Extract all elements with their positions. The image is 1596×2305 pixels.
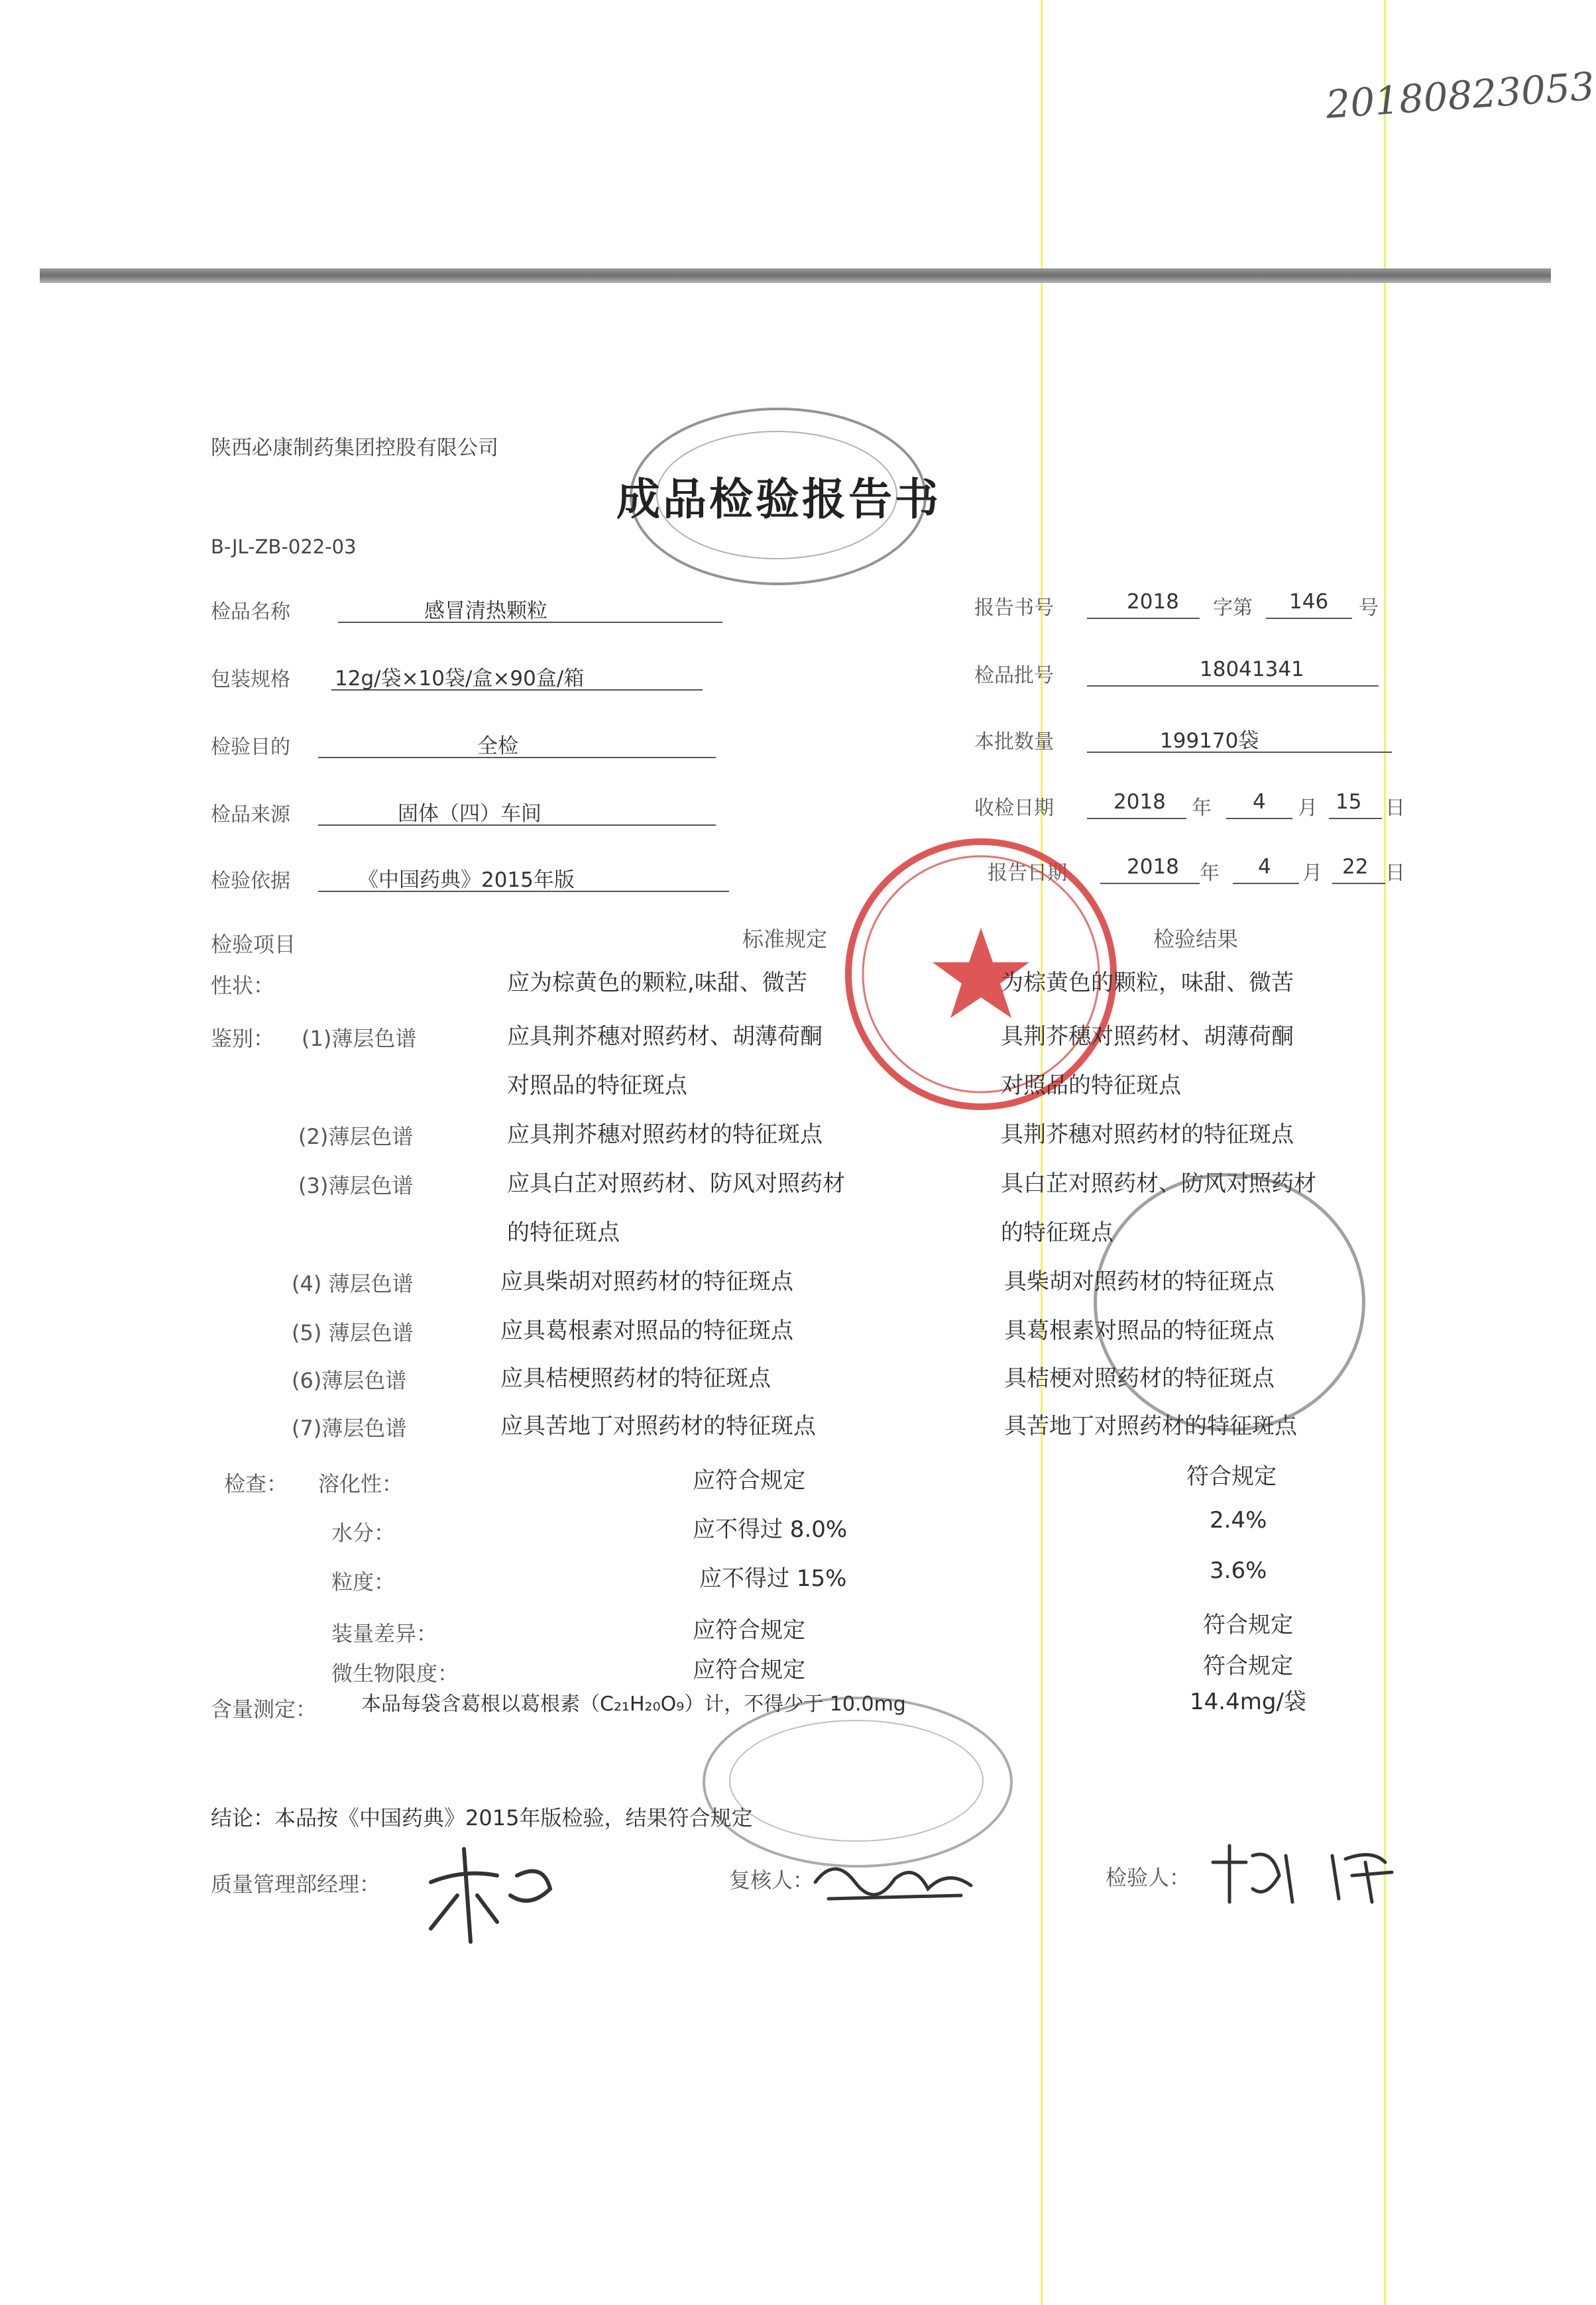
report-no-underline-a — [1087, 618, 1200, 619]
product-name: 感冒清热颗粒 — [424, 599, 547, 623]
tlc7-standard: 应具苦地丁对照药材的特征斑点 — [500, 1413, 816, 1439]
assay-result: 14.4mg/袋 — [1190, 1689, 1306, 1715]
received-date-label: 收检日期 — [974, 797, 1054, 820]
basis: 《中国药典》2015年版 — [358, 868, 575, 892]
report-no-year: 2018 — [1127, 590, 1179, 614]
column-header-result: 检验结果 — [1153, 927, 1239, 952]
header-rule — [40, 268, 1551, 283]
moisture-standard: 应不得过 8.0% — [693, 1516, 848, 1543]
received-year: 2018 — [1113, 790, 1166, 814]
tlc1-standard-line2: 对照品的特征斑点 — [507, 1072, 687, 1099]
received-year-underline — [1087, 818, 1186, 819]
tlc1-label: (1)薄层色谱 — [302, 1026, 417, 1051]
report-no-suffix: 号 — [1359, 596, 1379, 620]
quantity-label: 本批数量 — [974, 730, 1054, 754]
inspection-seal-bottom-inner — [729, 1720, 984, 1842]
solubility-label: 溶化性： — [318, 1471, 404, 1496]
microbial-limit-label: 微生物限度： — [331, 1661, 459, 1686]
received-month-unit: 月 — [1298, 797, 1318, 820]
assay-label: 含量测定： — [211, 1697, 317, 1722]
tlc7-label: (7)薄层色谱 — [292, 1416, 407, 1441]
report-day-unit: 日 — [1385, 862, 1405, 885]
source-label: 检品来源 — [211, 803, 290, 826]
purpose: 全检 — [477, 734, 518, 758]
tlc3-result-line2: 的特征斑点 — [1001, 1219, 1113, 1246]
assay-standard: 本品每袋含葛根以葛根素（C₂₁H₂₀O₉）计，不得少于 10.0mg — [361, 1693, 906, 1716]
tlc7-result: 具苦地丁对照药材的特征斑点 — [1004, 1413, 1297, 1439]
received-month-underline — [1226, 818, 1292, 819]
batch-number: 18041341 — [1200, 657, 1304, 681]
batch-label: 检品批号 — [974, 664, 1054, 687]
received-month: 4 — [1253, 790, 1266, 814]
appearance-label: 性状： — [211, 973, 275, 998]
report-year-unit: 年 — [1200, 862, 1220, 885]
column-header-item: 检验项目 — [211, 932, 296, 957]
scan-guide-line-left — [1041, 0, 1043, 2305]
tlc3-standard-line2: 的特征斑点 — [507, 1219, 620, 1246]
granularity-result: 3.6% — [1210, 1557, 1267, 1584]
conclusion: 结论：本品按《中国药典》2015年版检验，结果符合规定 — [211, 1805, 753, 1830]
report-day: 22 — [1342, 855, 1369, 879]
microbial-limit-standard: 应符合规定 — [693, 1657, 805, 1683]
report-year: 2018 — [1127, 855, 1179, 879]
tlc2-result: 具荆芥穗对照药材的特征斑点 — [1001, 1121, 1294, 1148]
tlc5-label: (5) 薄层色谱 — [292, 1320, 414, 1345]
identification-label: 鉴别： — [211, 1026, 275, 1051]
report-no-underline-b — [1266, 618, 1352, 619]
tlc6-standard: 应具桔梗照药材的特征斑点 — [500, 1365, 771, 1392]
product-name-label: 检品名称 — [211, 600, 290, 624]
microbial-limit-result: 符合规定 — [1203, 1653, 1293, 1679]
purpose-label: 检验目的 — [211, 736, 290, 759]
reviewer-signature — [809, 1842, 981, 1915]
fill-variation-standard: 应符合规定 — [693, 1617, 805, 1644]
scan-guide-line-right — [1384, 0, 1386, 2305]
handwritten-serial: 20180823053 — [1324, 63, 1596, 128]
fill-variation-result: 符合规定 — [1203, 1612, 1293, 1638]
tlc4-result: 具柴胡对照药材的特征斑点 — [1004, 1268, 1275, 1295]
tlc1-result-line1: 具荆芥穗对照药材、胡薄荷酮 — [1001, 1023, 1294, 1050]
qa-manager-signature — [418, 1836, 570, 1948]
package-label: 包装规格 — [211, 668, 290, 691]
tlc2-label: (2)薄层色谱 — [298, 1124, 414, 1149]
column-header-standard: 标准规定 — [742, 927, 828, 952]
tlc3-result-line1: 具白芷对照药材、防风对照药材 — [1001, 1170, 1316, 1197]
report-month: 4 — [1258, 855, 1271, 879]
received-day-underline — [1329, 818, 1382, 819]
solubility-result: 符合规定 — [1186, 1463, 1277, 1490]
inspector-signatures — [1206, 1836, 1405, 1915]
received-day-unit: 日 — [1385, 797, 1405, 820]
tlc1-standard-line1: 应具荆芥穗对照药材、胡薄荷酮 — [507, 1023, 823, 1050]
tlc2-standard: 应具荆芥穗对照药材的特征斑点 — [507, 1121, 823, 1148]
report-no-mid: 字第 — [1213, 596, 1253, 620]
report-month-unit: 月 — [1302, 862, 1322, 885]
tlc3-standard-line1: 应具白芷对照药材、防风对照药材 — [507, 1170, 845, 1197]
tlc4-label: (4) 薄层色谱 — [292, 1271, 414, 1296]
tlc5-standard: 应具葛根素对照品的特征斑点 — [500, 1318, 793, 1344]
moisture-result: 2.4% — [1210, 1507, 1267, 1534]
check-label: 检查： — [224, 1471, 288, 1496]
granularity-label: 粒度： — [331, 1569, 396, 1595]
company-name: 陕西必康制药集团控股有限公司 — [211, 436, 498, 460]
fill-variation-label: 装量差异： — [331, 1621, 438, 1646]
appearance-standard: 应为棕黄色的颗粒,味甜、微苦 — [507, 970, 807, 996]
inspector-label: 检验人： — [1106, 1865, 1191, 1890]
appearance-result: 为棕黄色的颗粒，味甜、微苦 — [1001, 970, 1294, 996]
batch-quantity: 199170袋 — [1160, 729, 1259, 753]
reviewer-label: 复核人： — [729, 1868, 815, 1893]
qa-manager-label: 质量管理部经理： — [211, 1872, 381, 1897]
tlc6-label: (6)薄层色谱 — [292, 1368, 407, 1393]
received-year-unit: 年 — [1192, 797, 1212, 820]
doc-title: 成品检验报告书 — [616, 474, 941, 525]
received-day: 15 — [1336, 790, 1362, 814]
package-spec: 12g/袋×10袋/盒×90盒/箱 — [335, 667, 585, 691]
report-month-underline — [1233, 883, 1299, 884]
tlc6-result: 具桔梗对照药材的特征斑点 — [1004, 1365, 1275, 1392]
inspection-seal-middle — [1094, 1173, 1365, 1432]
report-day-underline — [1332, 883, 1385, 884]
granularity-standard: 应不得过 15% — [699, 1565, 847, 1592]
source: 固体（四）车间 — [398, 802, 542, 826]
tlc4-standard: 应具柴胡对照药材的特征斑点 — [500, 1268, 793, 1295]
tlc1-result-line2: 对照品的特征斑点 — [1001, 1072, 1181, 1099]
inspection-seal-top-inner — [656, 431, 897, 559]
batch-underline — [1087, 685, 1379, 687]
report-no-num: 146 — [1289, 590, 1329, 614]
report-no-label: 报告书号 — [974, 596, 1054, 620]
basis-label: 检验依据 — [211, 870, 290, 893]
form-code: B-JL-ZB-022-03 — [211, 535, 357, 558]
tlc3-label: (3)薄层色谱 — [298, 1173, 414, 1198]
report-date-label: 报告日期 — [988, 862, 1067, 885]
moisture-label: 水分： — [331, 1520, 396, 1546]
tlc5-result: 具葛根素对照品的特征斑点 — [1004, 1318, 1275, 1344]
solubility-standard: 应符合规定 — [693, 1467, 805, 1494]
